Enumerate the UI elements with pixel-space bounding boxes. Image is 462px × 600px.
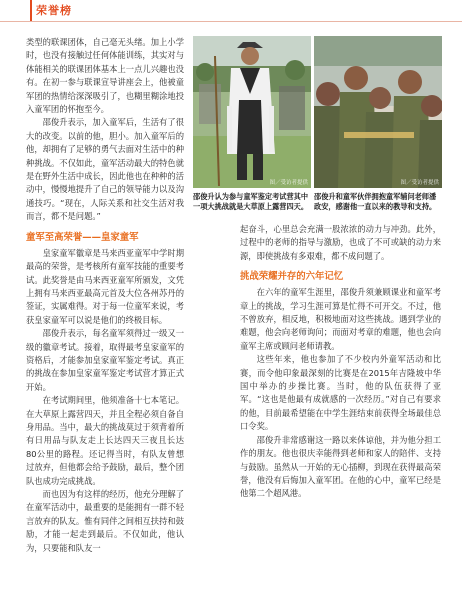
photo-caption-1: 邵俊升认为参与童军鉴定考试营其中一项大挑战就是大草原上露营四天。	[193, 192, 309, 211]
photo-caption-2: 邵俊升和童军伙伴拥抱童军辅问老师潘政安，感谢他一直以来的教导和支持。	[314, 192, 437, 211]
section-title: 荣誉榜	[36, 4, 72, 17]
photo-scout-group-image	[314, 36, 442, 188]
right-paragraph-2: 在六年的童军生涯里，邵俊升须兼顾课业和童军考章上的挑战，学习生涯可算是忙得不可开交。不过，他不曾放弃，相反地，积极地面对这些挑战。遇到学业的难题，他会向老师询问；而面对考章的难题，他也会向童军主席或顾问老师请教。	[240, 287, 441, 351]
photo-scout-camp-image	[193, 36, 311, 188]
left-paragraph-5: 在考试期间里，他须准备十七本笔记。在大草原上露营四天，并且全程必须自备自身用品。当中，最大的挑战莫过于须背着所有日用品与队友走上长达四天三夜且长达80公里的路程。还记得当时，有队友曾想过放弃，但他都会给予鼓励，最后，整个团队也成功完成挑战。	[26, 395, 184, 486]
right-column	[240, 223, 441, 501]
page-header	[0, 0, 462, 22]
header-accent-bar	[30, 0, 32, 22]
left-paragraph-3: 皇家童军徽章是马来西亚童军中学时期最高的荣誉，是考核所有童军技能的重要考试。此奖誉是由马来西亚童军所颁发，文凭上拥有马来西亚最高元首及大位各州苏丹的签证，实属难得。对于每一位童军来说，考获皇家童军可以说是他们的终极目标。	[26, 247, 184, 325]
photo-credit: 图／受访者提供	[400, 180, 439, 186]
left-paragraph-4: 邵俊升表示，每名童军须得过一级又一级的徽章考试。接着，取得最考皇家童军的资格后，才能参加皇家童军鉴定考试。真正的挑战在参加皇家童军鉴定考试营才算正式开始。	[26, 328, 184, 392]
right-paragraph-1: 起奋斗，心里总会充满一股浓浓的动力与冲劲。此外，过程中的老师的指导与激励，也成了不可或缺的动力来源，即使挑战有多艰难，都不成问题了。	[240, 224, 441, 261]
photo-scout-camp	[193, 36, 311, 188]
right-section-heading: 挑战荣耀并存的六年记忆	[240, 271, 344, 283]
left-section-heading: 童军至高荣誉——皇家童军	[26, 231, 139, 243]
right-paragraph-3: 这些年来，他也参加了不少校内外童军活动和比赛，而令他印象最深刻的比赛是在2015年吉隆坡中华国中举办的步操比赛。当时，他的队伍获得了亚军。“这也是他最有成就感的一次经历。”对自己有要求的他，目前最希望能在中学生涯结束前获得全场最佳总口令奖。	[240, 354, 441, 432]
header-divider	[0, 21, 462, 22]
left-paragraph-1: 类型的联课团体，自己毫无头绪。加上小学时，也没有接触过任何体能训练，其实对与体能相关的联课团体基本上一点儿兴趣也没有。在初一参与联课宣导讲座会上，他被童军团的热情给深深吸引了，也糊里糊涂地投入童军团的怀抱至今。	[26, 37, 184, 115]
left-paragraph-2: 邵俊升表示，加入童军后，生活有了很大的改变。以前的他，胆小。加入童军后的他，却拥有了足够的勇气去面对生活中的种种挑战。不仅如此，童军活动最大的特色就是在野外生活中成长，因此他也在种种的活动中，慢慢地提升了自己的领导能力以及沟通技巧。“现在，人际关系和社交生活对我而言，都不是问题。”	[26, 117, 184, 222]
left-column	[26, 36, 184, 555]
right-paragraph-4: 邵俊升非常感谢这一路以来体谅他，并为他分担工作的朋友。他也很庆幸能得到老师和家人的陪伴、支持与鼓励。虽然从一开始的无心插柳，到现在获得最高荣誉，他没有后悔加入童军团。在他的心中，童军已经是他第二个超风港。	[240, 434, 441, 499]
left-paragraph-6: 而也因为有这样的经历，他充分理解了在童军活动中，最重要的是能拥有一群不轻言放弃的队友。惟有同伴之间相互扶持和鼓励，才能一起走到最后。不仅如此，他认为，只要能和队友一	[26, 489, 184, 553]
photo-credit: 图／受访者提供	[269, 180, 308, 186]
photo-scout-group	[314, 36, 442, 188]
